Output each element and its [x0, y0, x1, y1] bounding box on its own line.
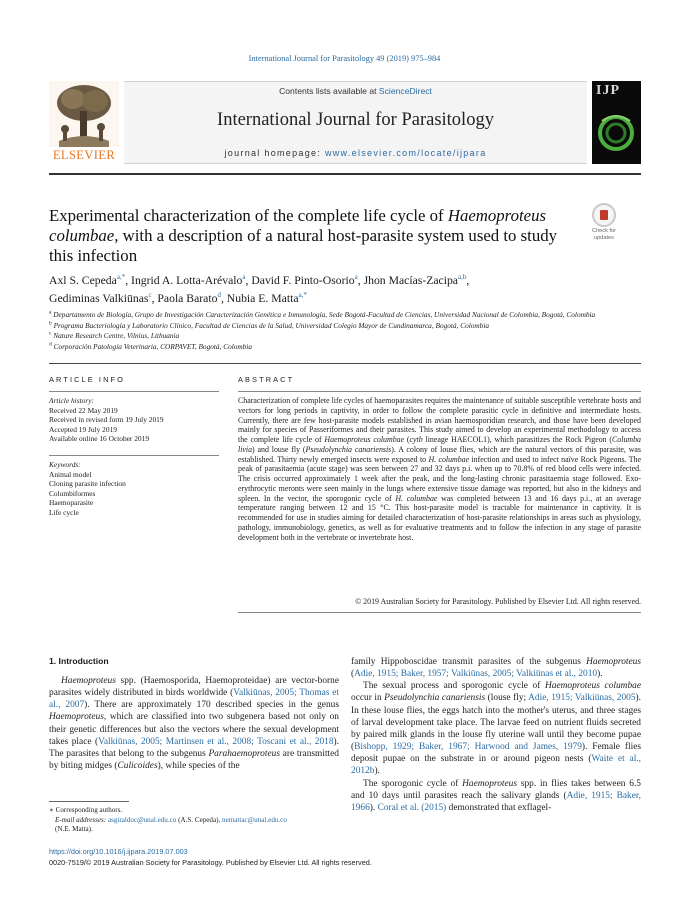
homepage-line	[124, 148, 587, 158]
contents-line	[124, 86, 587, 96]
author-name[interactable]: Gediminas Valkiūnas	[49, 292, 149, 305]
section-rule	[238, 391, 641, 392]
abstract-text	[238, 396, 641, 542]
history-item: Received in revised form 19 July 2019	[49, 415, 164, 425]
journal-name: International Journal for Parasitology	[217, 110, 494, 130]
body-column-right	[351, 656, 641, 814]
body-run: ). Female flies deposit pupae on the substrate in or around pigeon nests (	[351, 742, 641, 765]
badge-line: updates	[594, 234, 614, 241]
body-run: The sexual process and sporogonic cycle of	[363, 681, 546, 692]
masthead-banner	[124, 81, 587, 164]
body-run: demonstrated that exflagel-	[446, 802, 552, 813]
body-run: ).	[374, 766, 380, 777]
article-title	[49, 206, 579, 266]
citation-link[interactable]: Waite et al., 2012b	[351, 754, 641, 777]
homepage-link[interactable]: www.elsevier.com/locate/ijpara	[324, 148, 487, 158]
affiliation	[49, 342, 641, 353]
citation-link[interactable]: Adie, 1915; Valkiūnas, 2005	[528, 693, 636, 704]
abstract-run: ) and louse fly (	[252, 444, 306, 454]
affiliation-text: Departamento de Biología, Grupo de Investigación Caracterización Genética e Inmunología, Sede Bogotá-Facultad de Ciencias, Universidad Nacional de Colombia, Bogotá, Colombia	[53, 310, 596, 319]
body-run: family Hippoboscidae transmit parasites of the subgenus	[351, 657, 587, 667]
title-species: Haemoproteus columbae	[49, 206, 547, 245]
article-history	[49, 396, 219, 444]
abstract-italic: cytb	[409, 435, 423, 444]
publisher-name: ELSEVIER	[52, 148, 116, 162]
body-run: are transmitted by biting midges (	[49, 748, 339, 772]
footnote-text: (N.E. Matta).	[55, 825, 93, 834]
affiliation-key: d	[49, 341, 52, 348]
journal-masthead	[49, 81, 641, 168]
affiliation	[49, 321, 641, 332]
keyword[interactable]: Animal model	[49, 469, 92, 479]
body-column-left	[49, 675, 339, 772]
title-part: , with a description of a natural host-parasite system used to study this infection	[49, 226, 557, 265]
body-run: spp. in flies takes between 6.5 and 10 days until parasites reach the salivary glands (	[351, 778, 641, 801]
citation-link[interactable]: Adie, 1915; Baker, 1966	[351, 790, 641, 813]
section-rule	[49, 455, 219, 456]
body-run: , which are classified into two subgenera based not only on their genetic differences but also the vectors where the sexual development takes place (	[49, 712, 339, 747]
citation-link[interactable]: Valkiūnas, 2005; Martinsen et al., 2008; Toscani et al., 2018	[98, 736, 334, 747]
affiliation-key: a	[49, 309, 52, 316]
body-italic: Parahaemoproteus	[208, 748, 280, 759]
author-name[interactable]: Nubia E. Matta	[226, 292, 299, 305]
footnote-text: Corresponding authors.	[55, 806, 123, 814]
elsevier-logo[interactable]	[49, 81, 119, 161]
footnote-rule	[49, 801, 129, 802]
footnote-text: (A.S. Cepeda),	[176, 815, 223, 824]
body-run: (	[351, 669, 355, 680]
body-run: ). There are approximately 170 described species in the genus	[84, 700, 339, 711]
body-run: ). In these louse flies, the eggs hatch into the mother's uterus, and three stages of larval development take place. The larvae feed on nutrient fluids secreted by paired milk glands in the louse fly uterine wall until they become pupae (	[351, 693, 641, 753]
crossmark-icon	[592, 203, 616, 227]
body-paragraph	[49, 675, 339, 772]
email-label: E-mail addresses:	[55, 815, 108, 824]
asterisk-mark: ∗	[49, 806, 56, 814]
email-link[interactable]: asgiraldoc@unal.edu.co	[107, 815, 177, 824]
doi-block	[49, 847, 641, 868]
keywords-title: Keywords:	[49, 460, 81, 469]
body-run: ). The parasites that belong to the subgenus	[49, 736, 339, 759]
header-rule	[49, 173, 641, 175]
author-affiliation-mark[interactable]: a,*	[298, 291, 307, 300]
body-run: spp. (Haemosporida, Haemoproteidae) are vector-borne parasites widely distributed in birds worldwide (	[49, 676, 339, 699]
citation-link[interactable]: Adie, 1915; Baker, 1957; Valkiūnas, 2005; Valkiūnas et al., 2010	[354, 669, 598, 680]
citation-link[interactable]: Coral et al. (2015)	[377, 802, 447, 813]
doi-link[interactable]: https://doi.org/10.1016/j.ijpara.2019.07.003	[49, 847, 188, 856]
affiliation-key: b	[49, 320, 52, 327]
body-italic: Haemoproteus	[462, 778, 517, 789]
author-affiliation-mark[interactable]: c	[148, 291, 152, 300]
abstract-heading: ABSTRACT	[238, 375, 295, 384]
email-link[interactable]: nemattac@unal.edu.co	[222, 815, 287, 824]
copyright-line: © 2019 Australian Society for Parasitology. Published by Elsevier Ltd. All rights reserved.	[355, 597, 641, 606]
section-rule	[238, 612, 641, 613]
keywords	[49, 460, 219, 518]
abstract-run: infection and used to infect naïve Rock Pigeons. The peak of parasitaemia (acute stage) was seen between 27 and 32 days p.i. when up to 70.8% of red blood cells were infected. The crisis occurred approximately 1 week after the peak, and the long-lasting chronic parasitaemia stage followed. Exo-erythrocytic meronts were seen mainly in the lungs where extensive tissue damage was reported, but also in the kidneys and spleen. In the vector, the sporogonic cycle of	[238, 454, 641, 503]
body-italic: Haemoproteus	[61, 676, 116, 686]
history-item: Accepted 19 July 2019	[49, 424, 117, 434]
author-affiliation-mark[interactable]: a,b	[458, 273, 467, 282]
title-part: Experimental characterization of the complete life cycle of	[49, 206, 448, 225]
body-italic: Pseudolynchia canariensis	[384, 693, 486, 704]
abstract-italic: Columba livia	[238, 435, 641, 454]
journal-cover-thumbnail[interactable]	[592, 81, 641, 164]
affiliation-key: c	[49, 330, 52, 337]
section-heading: 1. Introduction	[49, 656, 109, 666]
footnotes	[49, 806, 349, 835]
contents-prefix: Contents lists available at	[279, 86, 379, 96]
keyword[interactable]: Columbiformes	[49, 488, 96, 498]
author-affiliation-mark[interactable]: a,*	[116, 273, 126, 282]
corresponding-note	[49, 806, 349, 816]
body-run: ), while species of the	[157, 761, 240, 772]
author-affiliation-mark[interactable]: a	[242, 273, 246, 282]
citation-link[interactable]: Bishopp, 1929; Baker, 1967; Harwood and James, 1979	[354, 742, 582, 753]
body-run: ).	[369, 802, 378, 813]
issn-line: 0020-7519/© 2019 Australian Society for Parasitology. Published by Elsevier Ltd. All rights reserved.	[49, 857, 372, 867]
abstract-run: Characterization of complete life cycles of haemoparasites requires the maintenance of suitable susceptible vertebrate hosts and vectors for long periods in captivity, in order to follow the complete parasitic cycle in definitive and intermediate hosts. Currently, there are few host-parasite models established in avian haemosporidian research, and those have been developed mainly for species of Passeriformes and their parasites. This study aimed to develop an experimental methodology to access the complete life cycle of	[238, 396, 641, 444]
abstract-italic: H. columbae	[395, 493, 438, 503]
keyword[interactable]: Haemoparasite	[49, 498, 94, 508]
body-paragraph	[351, 778, 641, 814]
author-affiliation-mark[interactable]: d	[217, 291, 221, 300]
body-run: The sporogonic cycle of	[363, 778, 463, 789]
abstract-italic: Pseudolynchia canariensis	[305, 444, 392, 454]
history-item: Received 22 May 2019	[49, 405, 118, 415]
abstract-run: was completed between 13 and 16 days p.i., at an average temperature ranging between 12 and 15 °C. This host-parasite model is tractable for maintenance in captivity. It is recommended for use in studies aiming for detailed characterization of host-parasite relationships in areas such as physiology, pathology, immunobiology, genetics, as well as for evaluative treatments and to follow the infection in any stage of parasite development both in the vertebrate or invertebrate host.	[238, 493, 641, 542]
keyword[interactable]: Cloning parasite infection	[49, 479, 126, 489]
badge-label	[582, 228, 626, 241]
author-name[interactable]: David F. Pinto-Osorio	[251, 274, 355, 287]
body-italic: Haemoproteus columbae	[545, 681, 641, 692]
author-name[interactable]: Axl S. Cepeda	[49, 274, 117, 287]
affiliation	[49, 331, 641, 342]
history-title: Article history:	[49, 396, 94, 405]
email-note	[49, 816, 349, 835]
author-list: Axl S. Cepeda$^{a,*}$, Ingrid A. Lotta-Arévalo$^a$, David F. Pinto-Osorio$^a$, Jhon Macías-Zacipa$^{a,b}$, Gediminas Valkiūnas$^c$, Paola Barato$^d$, Nubia E. Matta$^{a,*}$	[49, 273, 470, 305]
section-rule	[49, 391, 219, 392]
sciencedirect-link[interactable]: ScienceDirect	[378, 86, 432, 96]
badge-line: Check for	[592, 228, 616, 234]
history-item: Available online 16 October 2019	[49, 434, 150, 444]
body-italic: Culicoides	[117, 761, 158, 772]
keyword[interactable]: Life cycle	[49, 507, 79, 517]
affiliation-list	[49, 310, 641, 352]
author-name[interactable]: Jhon Macías-Zacipa	[363, 274, 458, 287]
affiliation-text: Corporación Patología Veterinaria, CORPAVET, Bogotá, Colombia	[53, 341, 252, 351]
elsevier-tree-icon	[49, 81, 119, 147]
abstract-run: ). A colony of louse flies, which are the natural vectors of this parasite, was established. Thirty newly emerged insects were exposed to	[238, 444, 641, 464]
author-name[interactable]: Ingrid A. Lotta-Arévalo	[131, 274, 243, 287]
affiliation-text: Nature Research Centre, Vilnius, Lithuania	[53, 331, 180, 340]
homepage-prefix: journal homepage:	[224, 148, 325, 158]
cover-worm-icon	[592, 81, 641, 164]
cover-title: IJP	[596, 83, 620, 98]
body-run: occur in	[351, 693, 385, 704]
body-italic: Haemoproteus	[49, 712, 104, 723]
check-for-updates-badge[interactable]	[582, 203, 626, 245]
section-rule	[49, 363, 641, 364]
author-name[interactable]: Paola Barato	[157, 292, 218, 305]
abstract-italic: Haemoproteus columbae	[324, 435, 405, 444]
body-paragraph	[351, 656, 641, 680]
abstract-italic: H. columbae	[428, 454, 470, 464]
body-italic: Haemoproteus	[586, 657, 641, 667]
abstract-run: (	[404, 435, 410, 444]
citation-link[interactable]: Valkiūnas, 2005; Thomas et al., 2007	[49, 688, 339, 711]
body-run: ).	[597, 669, 603, 680]
affiliation	[49, 310, 641, 321]
running-head[interactable]: International Journal for Parasitology 49 (2019) 975–984	[248, 54, 441, 63]
affiliation-text: Programa Bacteriología y Laboratorio Clínico, Facultad de Ciencias de la Salud, Universidad Colegio Mayor de Cundinamarca, Bogotá, Colombia	[53, 320, 489, 330]
author-affiliation-mark[interactable]: a	[354, 273, 358, 282]
body-run: (louse fly;	[485, 693, 529, 704]
article-info-heading: ARTICLE INFO	[49, 375, 125, 384]
body-paragraph	[351, 680, 641, 777]
abstract-run: lineage HAECOL1), which parasitizes the Rock Pigeon (	[422, 435, 613, 444]
